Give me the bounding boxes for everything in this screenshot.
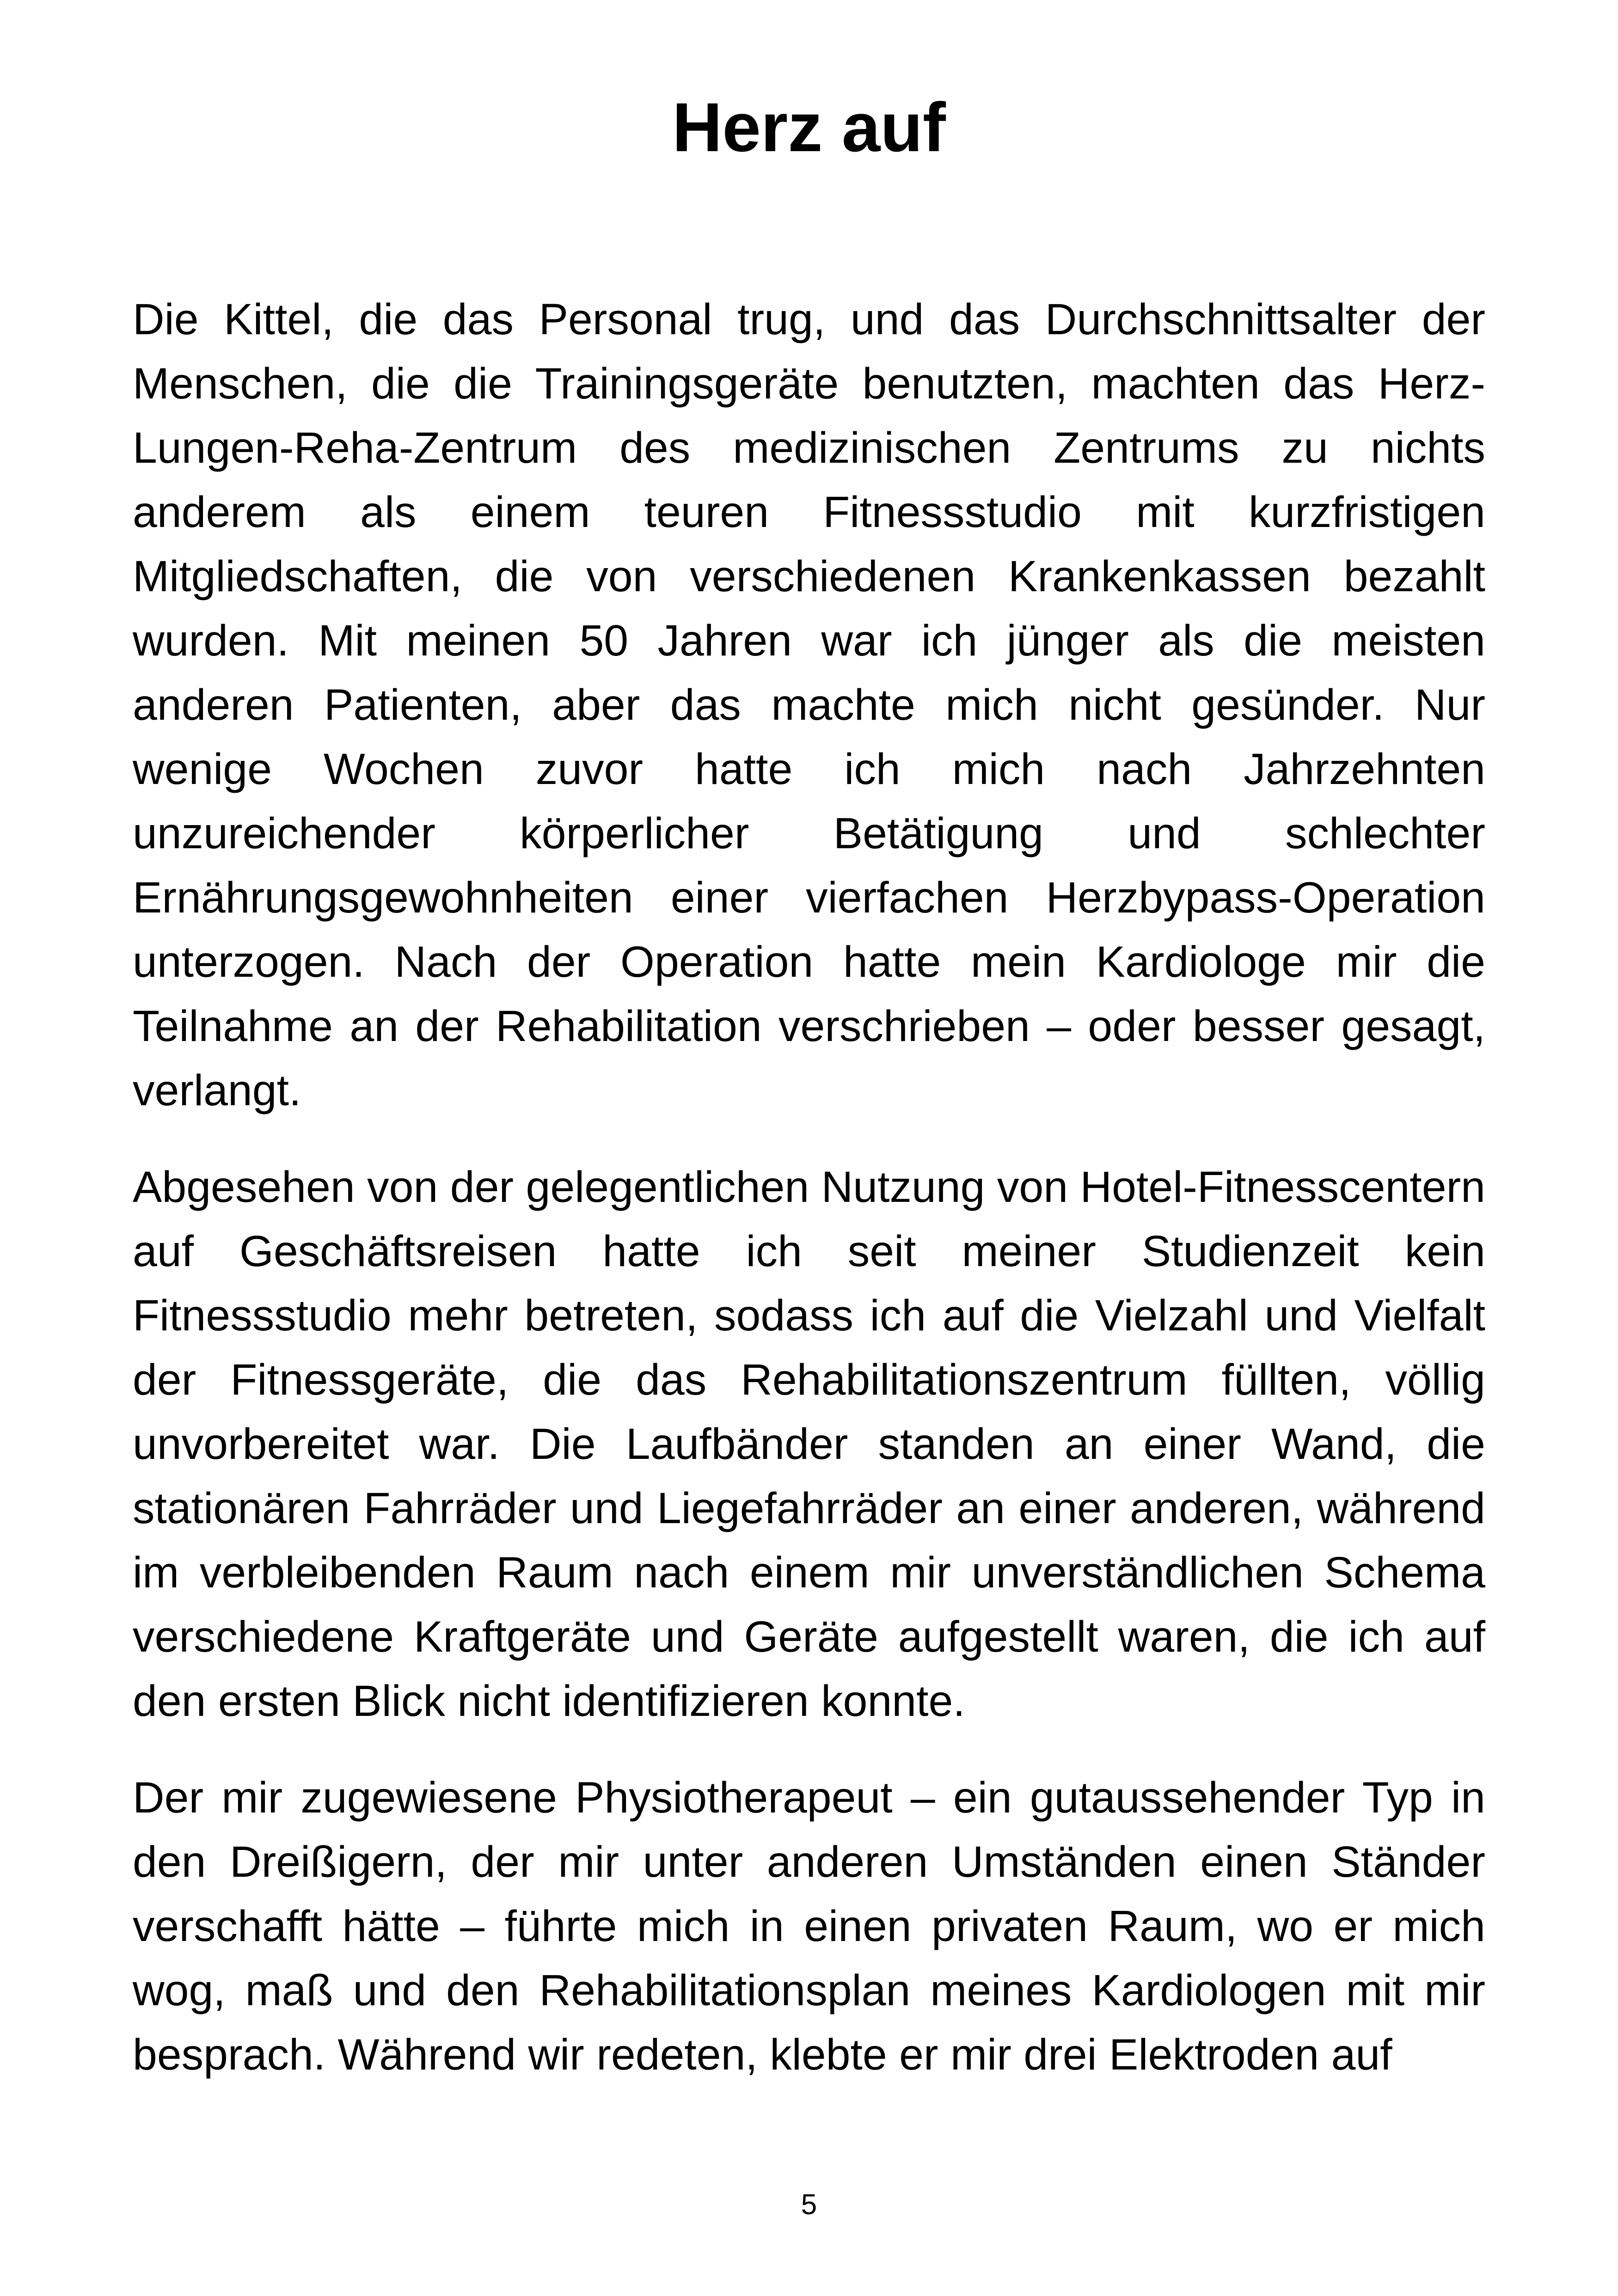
paragraph-3: Der mir zugewiesene Physiotherapeut – ein gutaussehender Typ in den Dreißigern, der mir unter anderen Umständen einen Ständer verschafft hätte – führte mich in einen privaten Raum, wo er mich wog, maß und den Rehabilitationsplan meines Kardiologen mit mir besprach. Während wir redeten, klebte er mir drei Elektroden auf (133, 1773, 1485, 2079)
page-number: 5 (801, 2189, 817, 2221)
paragraph-2: Abgesehen von der gelegentlichen Nutzung von Hotel-Fitnesscentern auf Geschäftsreisen hatte ich seit meiner Studienzeit kein Fitnessstudio mehr betreten, sodass ich auf die Vielzahl und Vielfalt der Fitnessgeräte, die das Rehabilitationszentrum füllten, völlig unvorbereitet war. Die Laufbänder standen an einer Wand, die stationären Fahrräder und Liegefahrräder an einer anderen, während im verbleibenden Raum nach einem mir unverständlichen Schema verschiedene Kraftgeräte und Geräte aufgestellt waren, die ich auf den ersten Blick nicht identifizieren konnte. (133, 1163, 1485, 1726)
body-text (133, 288, 1485, 2119)
chapter-title: Herz auf (672, 88, 946, 166)
paragraph-1: Die Kittel, die das Personal trug, und das Durchschnittsalter der Menschen, die die Trainingsgeräte benutzten, machten das Herz-Lungen-Reha-Zentrum des medizinischen Zentrums zu nichts anderem als einem teuren Fitnessstudio mit kurzfristigen Mitgliedschaften, die von verschiedenen Krankenkassen bezahlt wurden. Mit meinen 50 Jahren war ich jünger als die meisten anderen Patienten, aber das machte mich nicht gesünder. Nur wenige Wochen zuvor hatte ich mich nach Jahrzehnten unzureichender körperlicher Betätigung und schlechter Ernährungsgewohnheiten einer vierfachen Herzbypass-Operation unterzogen. Nach der Operation hatte mein Kardiologe mir die Teilnahme an der Rehabilitation verschrieben – oder besser gesagt, verlangt. (133, 295, 1485, 1115)
